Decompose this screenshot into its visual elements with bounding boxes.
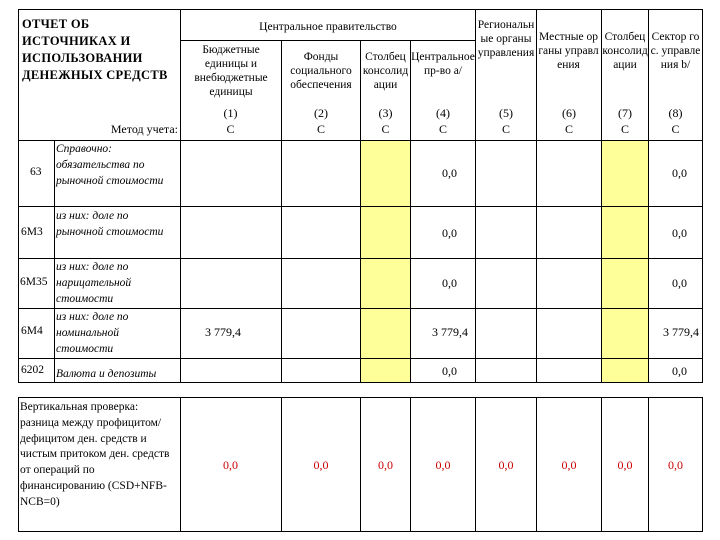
row-label: Валюта и депозиты <box>56 368 157 380</box>
header-col6: Местные органы управления <box>538 31 599 71</box>
header-col4: Центральное пр-во а/ <box>411 51 475 77</box>
col-border <box>702 9 703 383</box>
col-number: (3) <box>378 106 393 120</box>
header-col1: Бюджетные единицы и внебюджетные единицы <box>194 44 268 98</box>
col-method: C <box>316 122 325 136</box>
central-group-divider <box>180 40 476 41</box>
header-col3: Столбец консолидации <box>362 51 409 91</box>
col-border <box>180 9 181 383</box>
consolidation-column-3-highlight <box>360 140 410 382</box>
row-label: из них: доле по номинальной стоимости <box>56 311 129 355</box>
header-central-government: Центральное правительство <box>259 21 397 33</box>
col-number: (6) <box>562 106 576 120</box>
row-label: из них: доле по нарицательной стоимости <box>56 261 132 305</box>
consolidation-column-7-highlight <box>601 140 648 382</box>
col-number: (5) <box>499 106 513 120</box>
check-value-col6: 0,0 <box>561 458 577 472</box>
row-value-col8: 0,0 <box>672 276 687 290</box>
row-value-col8: 0,0 <box>672 226 687 240</box>
col-border <box>18 9 19 383</box>
col-method: C <box>438 122 447 136</box>
row-code: 63 <box>30 166 42 178</box>
row-code: 6M4 <box>21 325 43 337</box>
col-border <box>475 9 476 383</box>
row-code: 6202 <box>21 364 44 376</box>
col-method: C <box>620 122 629 136</box>
col-number: (4) <box>436 106 450 120</box>
check-col-border <box>702 397 703 532</box>
check-col-border <box>18 397 19 532</box>
row-value-col4: 0,0 <box>442 226 457 240</box>
vertical-check-label: Вертикальная проверка: разница между профицитом/дефицитом ден. средств и чистым притоком ден. средств от операций по финансированию (CSD+NFB-NCB=0) <box>20 401 170 508</box>
method-label: Метод учета: <box>110 122 178 136</box>
col-number: (7) <box>618 106 632 120</box>
check-value-col5: 0,0 <box>498 458 514 472</box>
header-col8: Сектор гос. управления b/ <box>650 31 701 71</box>
row-value-col4: 0,0 <box>442 166 457 180</box>
col-border <box>281 40 282 383</box>
check-value-col8: 0,0 <box>668 458 683 472</box>
check-value-col3: 0,0 <box>378 458 393 472</box>
check-value-col4: 0,0 <box>435 458 451 472</box>
row-value-col4: 0,0 <box>442 276 457 290</box>
row-label: Справочно: обязательства по рыночной стоимости <box>56 143 164 187</box>
table-top-border <box>18 9 702 10</box>
check-value-col1: 0,0 <box>223 458 238 472</box>
row-value-col8: 0,0 <box>672 364 687 378</box>
row-value-col8: 0,0 <box>672 166 687 180</box>
check-value-col7: 0,0 <box>617 458 633 472</box>
report-title: ОТЧЕТ ОБ ИСТОЧНИКАХ И ИСПОЛЬЗОВАНИИ ДЕНЕЖНЫХ СРЕДСТВ <box>22 17 168 82</box>
row-value-col4: 3 779,4 <box>432 325 468 339</box>
col-method: C <box>501 122 510 136</box>
col-method: C <box>226 122 235 136</box>
col-number: (8) <box>668 106 683 120</box>
row-value-col1: 3 779,4 <box>205 325 241 339</box>
header-col2: Фонды социального обеспечения <box>290 51 352 91</box>
row-value-col4: 0,0 <box>442 364 457 378</box>
row-code: 6M3 <box>21 226 43 238</box>
col-border <box>54 140 55 383</box>
row-label: из них: доле по рыночной стоимости <box>56 210 164 238</box>
col-method: C <box>381 122 390 136</box>
col-number: (1) <box>223 106 238 120</box>
row-code: 6M35 <box>20 276 48 288</box>
col-method: C <box>671 122 680 136</box>
header-col5: Региональные органы управления <box>477 19 535 59</box>
col-number: (2) <box>314 106 328 120</box>
col-method: C <box>564 122 573 136</box>
row-value-col8: 3 779,4 <box>663 325 699 339</box>
header-col7: Столбец консолидации <box>602 31 648 71</box>
check-value-col2: 0,0 <box>313 458 329 472</box>
